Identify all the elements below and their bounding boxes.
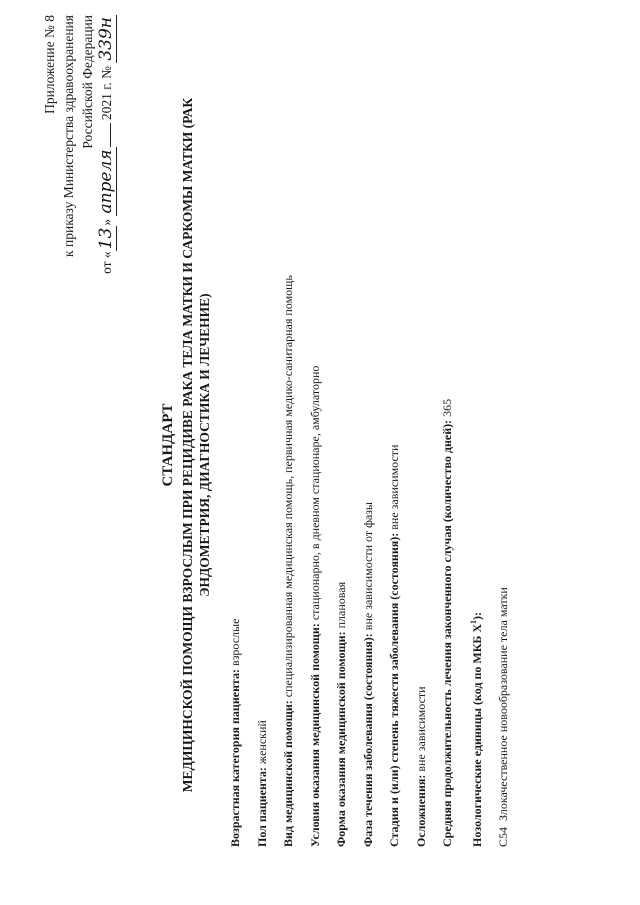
field-label: Пол пациента: — [254, 767, 269, 847]
standard-title-line2: ЭНДОМЕТРИЯ, ДИАГНОСТИКА И ЛЕЧЕНИЕ) — [197, 293, 212, 597]
field-value: специализированная медицинская помощь, первичная медико-санитарная помощь — [281, 275, 295, 701]
field-duration — [434, 27, 461, 847]
field-value: вне зависимости — [413, 686, 428, 775]
field-value: стационарно, в дневном стационаре, амбулаторно — [307, 365, 322, 624]
field-phase — [355, 27, 382, 847]
field-conditions — [302, 27, 329, 847]
field-label: Средняя продолжительность лечения законченного случая (количество дней): — [440, 419, 454, 847]
appendix-order-ref: к приказу Министерства здравоохранения — [61, 15, 76, 257]
field-value: взрослые — [228, 618, 242, 669]
standard-title-line1: МЕДИЦИНСКОЙ ПОМОЩИ ВЗРОСЛЫМ ПРИ РЕЦИДИВЕ РАКА ТЕЛА МАТКИ И САРКОМЫ МАТКИ (РАК — [180, 97, 195, 793]
nosology-entry — [490, 27, 517, 847]
field-value: плановая — [334, 581, 348, 632]
appendix-country: Российской Федерации — [80, 15, 95, 149]
field-value: женский — [254, 720, 269, 768]
field-label: Возрастная категория пациента: — [228, 668, 242, 847]
field-stage — [381, 27, 408, 847]
field-complications — [408, 27, 435, 847]
field-care-type — [275, 27, 302, 847]
field-value: вне зависимости от фазы — [360, 502, 375, 634]
icd-description: Злокачественное новообразование тела матки — [496, 587, 510, 821]
footnote-marker: 1 — [468, 619, 478, 624]
handwritten-month: апреля — [96, 149, 116, 214]
appendix-date-line — [97, 15, 117, 345]
field-label: Форма оказания медицинской помощи: — [334, 631, 348, 847]
date-year: 2021 г. № — [99, 66, 114, 121]
field-nosology — [461, 27, 491, 847]
date-mid: » — [99, 218, 114, 226]
date-prefix: от « — [99, 251, 114, 274]
field-label: Фаза течения заболевания (состояния): — [360, 633, 375, 847]
date-blank — [110, 123, 111, 147]
appendix-header — [40, 15, 117, 345]
handwritten-day: 13 — [96, 227, 116, 250]
icd-code: C54 — [496, 826, 510, 847]
field-label: Осложнения: — [413, 774, 428, 847]
field-label-end: ): — [469, 611, 484, 620]
field-label: Условия оказания медицинской помощи: — [307, 623, 322, 847]
field-label: Нозологические единицы (код по МКБ X — [469, 623, 484, 847]
standard-fields — [222, 27, 517, 847]
appendix-number: Приложение № 8 — [42, 15, 57, 114]
title-block — [160, 55, 213, 835]
field-value: вне зависимости — [387, 444, 401, 533]
field-sex — [249, 27, 276, 847]
field-age — [222, 27, 249, 847]
handwritten-order-number: 339н — [96, 17, 116, 61]
field-label: Стадия и (или) степень тяжести заболевания (состояния): — [387, 532, 401, 847]
standard-heading: СТАНДАРТ — [160, 403, 176, 487]
field-form — [328, 27, 355, 847]
field-label: Вид медицинской помощи: — [281, 700, 295, 847]
field-value: 365 — [440, 398, 454, 420]
